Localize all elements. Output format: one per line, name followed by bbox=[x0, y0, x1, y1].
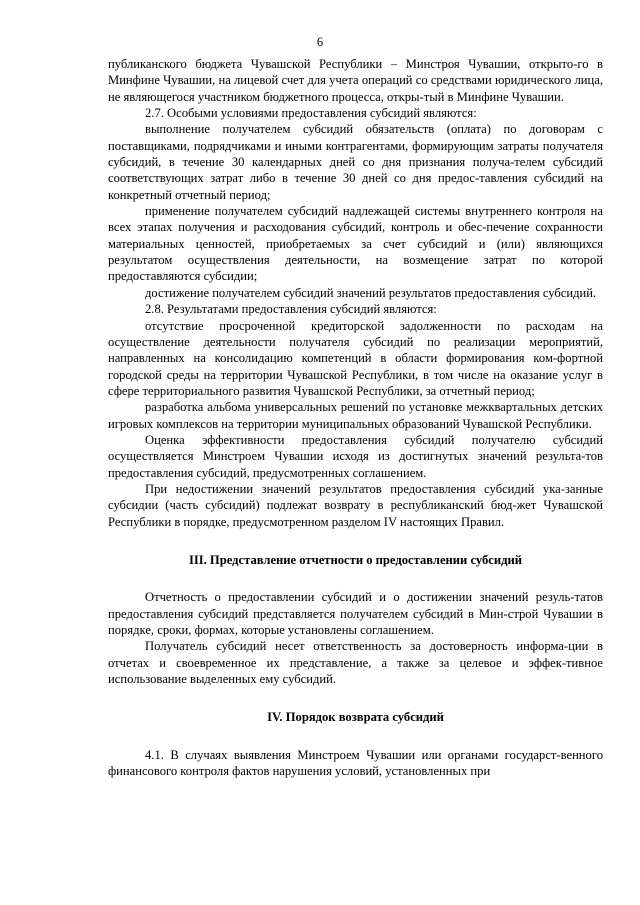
paragraph-refund-condition: При недостижении значений результатов предоставления субсидий ука-занные субсидии (часть субсидий) подлежат возврату в республиканский бюд-жет Чувашской Республики в порядке, предусмотренном разделом IV настоящих Правил. bbox=[108, 481, 603, 529]
paragraph-condition-payment: выполнение получателем субсидий обязательств (оплата) по договорам с поставщиками, подрядчиками и иными контрагентами, формирующим затраты получателя субсидий, в течение 30 календарных дней со дня признания получа-телем субсидий соответствующих затрат либо в течение 30 дней со дня предос-тавления субсидий на конкретный отчетный период; bbox=[108, 122, 603, 202]
spacer bbox=[108, 568, 603, 589]
paragraph-condition-results: достижение получателем субсидий значений результатов предоставления субсидий. bbox=[145, 285, 597, 300]
spacer bbox=[108, 726, 603, 747]
paragraph-2-7-title: 2.7. Особыми условиями предоставления субсидий являются: bbox=[145, 106, 477, 121]
paragraph-result-no-debt: отсутствие просроченной кредиторской задолженности по расходам на осуществление деятельности получателя субсидий по реализации мероприятий, направленных на консолидацию компетенций в области формирования ком-фортной городской среды на территории Чувашской Республики, в том числе на оказание услуг в сфере территориального развития Чувашской Республики, за отчетный период; bbox=[108, 318, 603, 398]
paragraph-condition-control: применение получателем субсидий надлежащей системы внутреннего контроля на всех этапах получения и расходования субсидий, контроль и обес-печение сохранности материальных ценностей, приобретаемых за счет субсидий и (или) являющихся результатом осуществления деятельности, на возмещение затрат по которой предоставляются субсидии; bbox=[108, 204, 603, 284]
paragraph-continuation: публиканского бюджета Чувашской Республики – Минстроя Чувашии, открыто-го в Минфине Чувашии, на лицевой счет для учета операций со средствами юридического лица, не являющегося участником бюджетного процесса, откры-тый в Минфине Чувашии. bbox=[108, 57, 603, 104]
paragraph-responsibility: Получатель субсидий несет ответственность за достоверность информа-ции в отчетах и своевременное их представление, а также за целевое и эффек-тивное использование выделенных ему субсидий. bbox=[108, 639, 603, 687]
page-number: 6 bbox=[316, 35, 324, 49]
paragraph-4-1: 4.1. В случаях выявления Минстроем Чувашии или органами государст-венного финансового контроля фактов нарушения условий, установленных при bbox=[108, 747, 603, 779]
spacer bbox=[108, 687, 603, 709]
paragraph-result-album: разработка альбома универсальных решений по установке межквартальных детских игровых комплексов на территории муниципальных образований Чувашской Республики. bbox=[108, 400, 603, 431]
paragraph-efficiency-evaluation: Оценка эффективности предоставления субсидий получателю субсидий осуществляется Минстроем Чувашии исходя из достигнутых значений результа-тов предоставления субсидий, предусмотренных соглашением. bbox=[108, 432, 603, 480]
section-3-heading: III. Представление отчетности о предоставлении субсидий bbox=[188, 552, 523, 567]
section-4-heading: IV. Порядок возврата субсидий bbox=[267, 710, 444, 725]
paragraph-reporting: Отчетность о предоставлении субсидий и о достижении значений резуль-татов предоставления субсидий представляется получателем субсидий в Мин-строй Чувашии в порядке, сроки, формах, которые установлены соглашением. bbox=[108, 590, 603, 637]
document-body bbox=[108, 56, 603, 779]
paragraph-2-8-title: 2.8. Результатами предоставления субсидий являются: bbox=[145, 302, 437, 317]
spacer bbox=[108, 530, 603, 552]
